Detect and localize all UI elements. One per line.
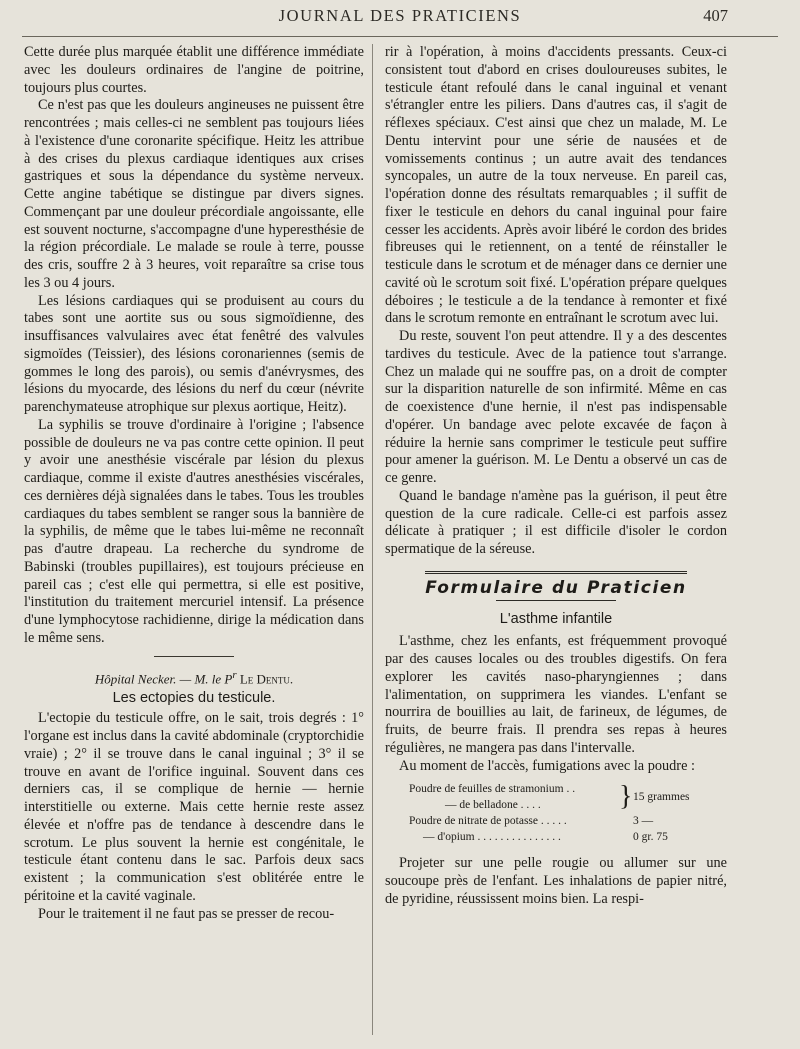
paragraph: Cette durée plus marquée établit une différence immédiate avec les douleurs ordinaires de l'angine de poitrine, toujours plus courtes. [24, 44, 364, 96]
recipe-quantity: 3 — [633, 815, 654, 828]
paragraph: L'ectopie du testicule offre, on le sait, trois degrés : 1° l'organe est inclus dans la cavité abdominale (cryptorchidie vraie) ; 2° il se trouve dans le canal inguinal ; 3° il se trouve en avant de l'orifice inguinal. Souvent dans ces derniers cas, il se complique de hernie — hernie interstitielle ou externe. Mais cette hernie reste assez élevée et n'offre pas de tendance à descendre dans le scrotum. Le plus souvent la hernie est congénitale, le testicule étant contenu dans le sac. Parfois deux sacs existent ; la communication s'est oblitérée entre le péritoine et la cavité vaginale. [24, 710, 364, 904]
column-divider [372, 44, 373, 1035]
article-byline [24, 667, 364, 688]
header-rule [22, 36, 778, 37]
byline-author-sup: r [232, 668, 237, 681]
recipe-ingredient: — d'opium . . . . . . . . . . . . . . . [423, 831, 561, 844]
page-number: 407 [703, 6, 728, 25]
article-title: L'asthme infantile [499, 610, 613, 627]
section-separator [154, 656, 234, 657]
left-column [24, 44, 364, 923]
byline-author-name: Le Dentu. [239, 670, 294, 686]
journal-title: JOURNAL DES PRATICIENS [278, 6, 522, 25]
paragraph: Ce n'est pas que les douleurs angineuses ne puissent être rencontrées ; mais celles-ci ne semblent pas toujours liées à l'existence d'une coronarite spécifique. Heitz les attribue à des crises du plexus cardiaque identiques aux crises gastriques et sous la dépendance du système nerveux. Cette angine tabétique se distingue par divers signes. Commençant par une douleur précordiale angoissante, elle est souvent nocturne, s'accompagne d'une hyperesthésie de la région précordiale. Le malade se roule à terre, pousse des cris, souffre 2 à 3 heures, voit reparaître sa crise tous les 3 ou 4 jours. [24, 97, 364, 291]
formulaire-heading: Formulaire du Praticien [425, 577, 687, 598]
recipe-quantity: 15 grammes [633, 791, 690, 804]
byline-hospital: Hôpital Necker. [94, 670, 177, 686]
prescription [409, 781, 709, 847]
paragraph: rir à l'opération, à moins d'accidents pressants. Ceux-ci consistent tout d'abord en crises douloureuses subites, le testicule étant refoulé dans le canal inguinal et venant s'étrangler entre les piliers. Dans d'autres cas, il s'agit de réflexes spéciaux. C'est ainsi que chez un malade, M. Le Dentu intervint pour une série de nausées et de vomissements continus ; un autre avait des tendances syncopales, un autre de la toux nerveuse. En pareil cas, l'opération donne des résultats remarquables ; il suffit de fixer le testicule en dehors du canal inguinal pour faire cesser les accidents. Après avoir libéré le cordon des brides fibreuses qui le retiennent, on a tenté de réinstaller le testicule dans le scrotum et de ménager dans ce dernier une cavité où le scrotum soit fixé. L'opération prépare quelques déboires ; le testicule a de la tendance à remonter et fixé dans le scrotum remonte en entraînant le scrotum avec lui. [385, 44, 727, 327]
recipe-ingredient: Poudre de feuilles de stramonium . . [409, 783, 576, 796]
brace-symbol: } [619, 781, 633, 813]
paragraph: Projeter sur une pelle rougie ou allumer sur une soucoupe près de l'enfant. Les inhalations de papier nitré, de pyridine, réussissent moins bien. La respi- [385, 855, 727, 907]
paragraph: Du reste, souvent l'on peut attendre. Il y a des descentes tardives du testicule. Avec de la patience tout s'arrange. Chez un malade qui ne souffre pas, on a droit de compter sur la disparition naturelle de son infirmité. Même en cas de coexistence d'une hernie, il n'est pas indispensable d'opérer. Un bandage avec pelote excavée de façon à réduire la hernie sans comprimer le testicule peut suffire pour amener la guérison. M. Le Dentu a observé un cas de ce genre. [385, 328, 727, 486]
page-header [0, 4, 800, 34]
right-column [385, 44, 727, 909]
recipe-quantity: 0 gr. 75 [633, 831, 668, 844]
recipe-ingredient: — de belladone . . . . [445, 799, 541, 812]
recipe-ingredient: Poudre de nitrate de potasse . . . . . [409, 815, 567, 828]
paragraph: Les lésions cardiaques qui se produisent au cours du tabes sont une aortite sus ou sous sigmoïdienne, des insuffisances valvulaires avec état fenêtré des valvules sigmoïdes (Teissier), des lésions coronariennes (semis de gommes le long des parois), ou semis d'anévrysmes, des lésions du myocarde, des lésions du nerf du cœur (névrite parenchymateuse atrophique sur plexus aortique, Heitz). [24, 292, 364, 415]
paragraph: L'asthme, chez les enfants, est fréquemment provoqué par des causes locales ou des troubles digestifs. On fera explorer les cavités naso-pharyngiennes ; dans l'alimentation, on supprimera les viandes. L'enfant se nourrira de bouillies au lait, de farineux, de légumes, de fruits, de beurre frais. Il prendra ses repas à heures régulières, ne mangera pas dans l'intervalle. [385, 633, 727, 756]
paragraph: Quand le bandage n'amène pas la guérison, il peut être question de la cure radicale. Celle-ci est parfois assez délicate à pratiquer ; il est difficile d'isoler le cordon spermatique de la séreuse. [385, 487, 727, 557]
paragraph: Pour le traitement il ne faut pas se presser de recou- [38, 905, 335, 922]
article-title: Les ectopies du testicule. [112, 689, 276, 706]
byline-author-prefix: — M. le P [179, 670, 233, 686]
paragraph: La syphilis se trouve d'ordinaire à l'origine ; l'absence possible de douleurs ne va pas contre cette opinion. Il peut y avoir une anesthésie viscérale par lésion du plexus cardiaque, comme il existe d'autres anesthésies viscérales, ces dernières déjà signalées dans le tabes. Tous les troubles cardiaques du tabes semblent se ranger sous la bannière de la syphilis, de même que le tabes lui-même ne reconnaît pas d'autre drapeau. La recherche du syndrome de Babinski (troubles pupillaires), est toujours précieuse en pareil cas ; c'est elle qui permettra, si elle est positive, l'institution du traitement mercuriel intensif. La présence d'une lymphocytose rachidienne, dirige la médication dans le même sens. [24, 416, 364, 646]
paragraph: Au moment de l'accès, fumigations avec la poudre : [399, 757, 695, 774]
section-separator [425, 571, 687, 574]
heading-underline [496, 600, 616, 601]
